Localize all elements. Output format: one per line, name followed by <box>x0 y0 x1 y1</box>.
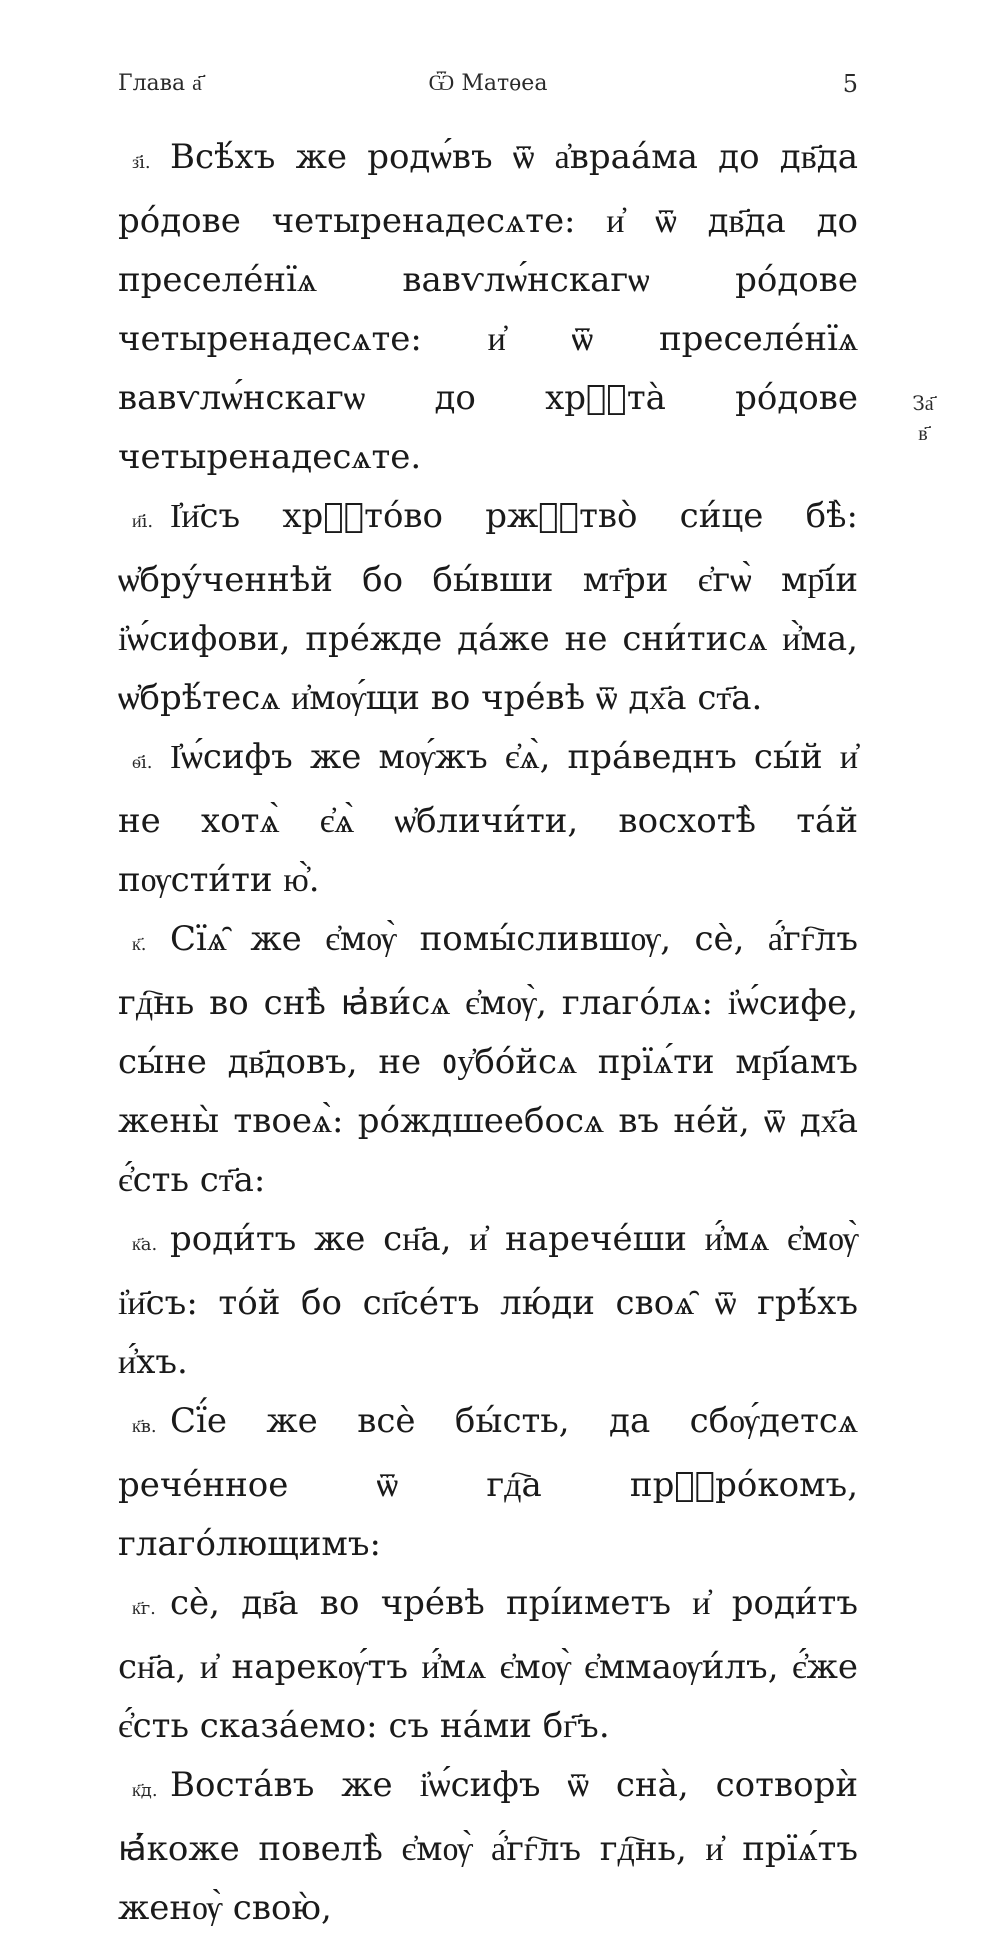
verse-number: з҃і. <box>132 152 151 173</box>
page-number: 5 <box>842 70 858 98</box>
verse-number: к҃. <box>132 934 147 955</box>
verse-17 <box>118 128 858 487</box>
verse-19 <box>118 728 858 910</box>
verse-number: к҃в. <box>132 1416 157 1437</box>
scripture-text <box>118 128 858 1938</box>
verse-text: І҆и҃съ хрⷭ҇то́во рж҇ⷭтво̀ си́це бѣ̀: ѡ҆бру́ченнѣй бо бы́вши мт҃ри є҆гѡ̀ мр҃і́и і҆ѡ́сифови, пре́жде да́же не сни́тисѧ и҆̀ма, ѡ҆брѣ́тесѧ и҆мѹ́щи во чре́вѣ ѿ дх҃а ст҃а. <box>118 496 858 718</box>
verse-text: Сї́е же всѐ бы́сть, да сбѹ́детсѧ рече́нное ѿ гд҇а прⷪ҇ро́комъ, глаго́лющимъ: <box>118 1401 858 1564</box>
verse-text: Всѣ́хъ же родѡ́въ ѿ а҆враа́ма до дв҃да ро́дове четыренадесѧте: и҆ ѿ дв҃да до преселе́нїѧ вавѵлѡ́нскагѡ ро́дове четыренадесѧте: и҆ ѿ преселе́нїѧ вавѵлѡ́нскагѡ до хрⷭ҇та̀ ро́дове четыренадесѧте. <box>118 137 858 477</box>
verse-text: сѐ, дв҃а во чре́вѣ прі́иметъ и҆ роди́тъ сн҃а, и҆ нарекѹ́тъ и҆́мѧ є҆мѹ̀ є҆ммаѹи́лъ, є҆́же є҆́сть сказа́емо: съ на́ми бг҃ъ. <box>118 1583 858 1746</box>
verse-text: І҆ѡ́сифъ же мѹ́жъ є҆ѧ̀, пра́веднъ сы́й и҆ не хотѧ̀ є҆ѧ̀ ѡ҆бличи́ти, восхотѣ̀ та́й пѹсти́ти ю҆̀. <box>118 737 858 900</box>
verse-number: к҃д. <box>132 1780 158 1801</box>
verse-18 <box>118 487 858 728</box>
margin-note-line2: в҃ <box>918 421 928 445</box>
verse-text: роди́тъ же сн҃а, и҆ нарече́ши и҆́мѧ є҆мѹ̀ і҆и҃съ: то́й бо сп҃се́тъ лю́ди своѧ̑ ѿ грѣ́хъ и҆́хъ. <box>118 1219 858 1382</box>
verse-20 <box>118 910 858 1210</box>
margin-reading-note <box>898 388 948 448</box>
margin-note-line1: За҃ <box>912 391 934 415</box>
verse-22 <box>118 1392 858 1574</box>
verse-number: ѳ҃і. <box>132 752 153 773</box>
verse-number: к҃г. <box>132 1598 156 1619</box>
verse-text: Воста́въ же і҆ѡ́сифъ ѿ сна̀, сотворѝ ꙗ҆́коже повелѣ̀ є҆мѹ̀ а҆́гг҇лъ гд҇нь, и҆ прїѧ́тъ женѹ̀ свою̀, <box>118 1765 858 1928</box>
verse-24 <box>118 1756 858 1938</box>
chapter-label: Глава а҃ <box>118 71 202 96</box>
verse-text: Сїѧ̑ же є҆мѹ̀ помы́слившѹ, сѐ, а҆́гг҇лъ гд҇нь во снѣ̀ ꙗ҆ви́сѧ є҆мѹ̀, глаго́лѧ: і҆ѡ́сифе, сы́не дв҃довъ, не ᲂу҆бо́йсѧ прїѧ́ти мр҃і́амъ жены̀ твоеѧ̀: ро́ждшеебосѧ въ не́й, ѿ дх҃а є҆́сть ст҃а: <box>118 919 858 1200</box>
verse-number: к҃а. <box>132 1234 158 1255</box>
running-header <box>118 70 858 104</box>
verse-number: и҃і. <box>132 511 154 532</box>
book-title: Ѿ Матѳеа <box>428 71 548 96</box>
verse-23 <box>118 1574 858 1756</box>
verse-21 <box>118 1210 858 1392</box>
